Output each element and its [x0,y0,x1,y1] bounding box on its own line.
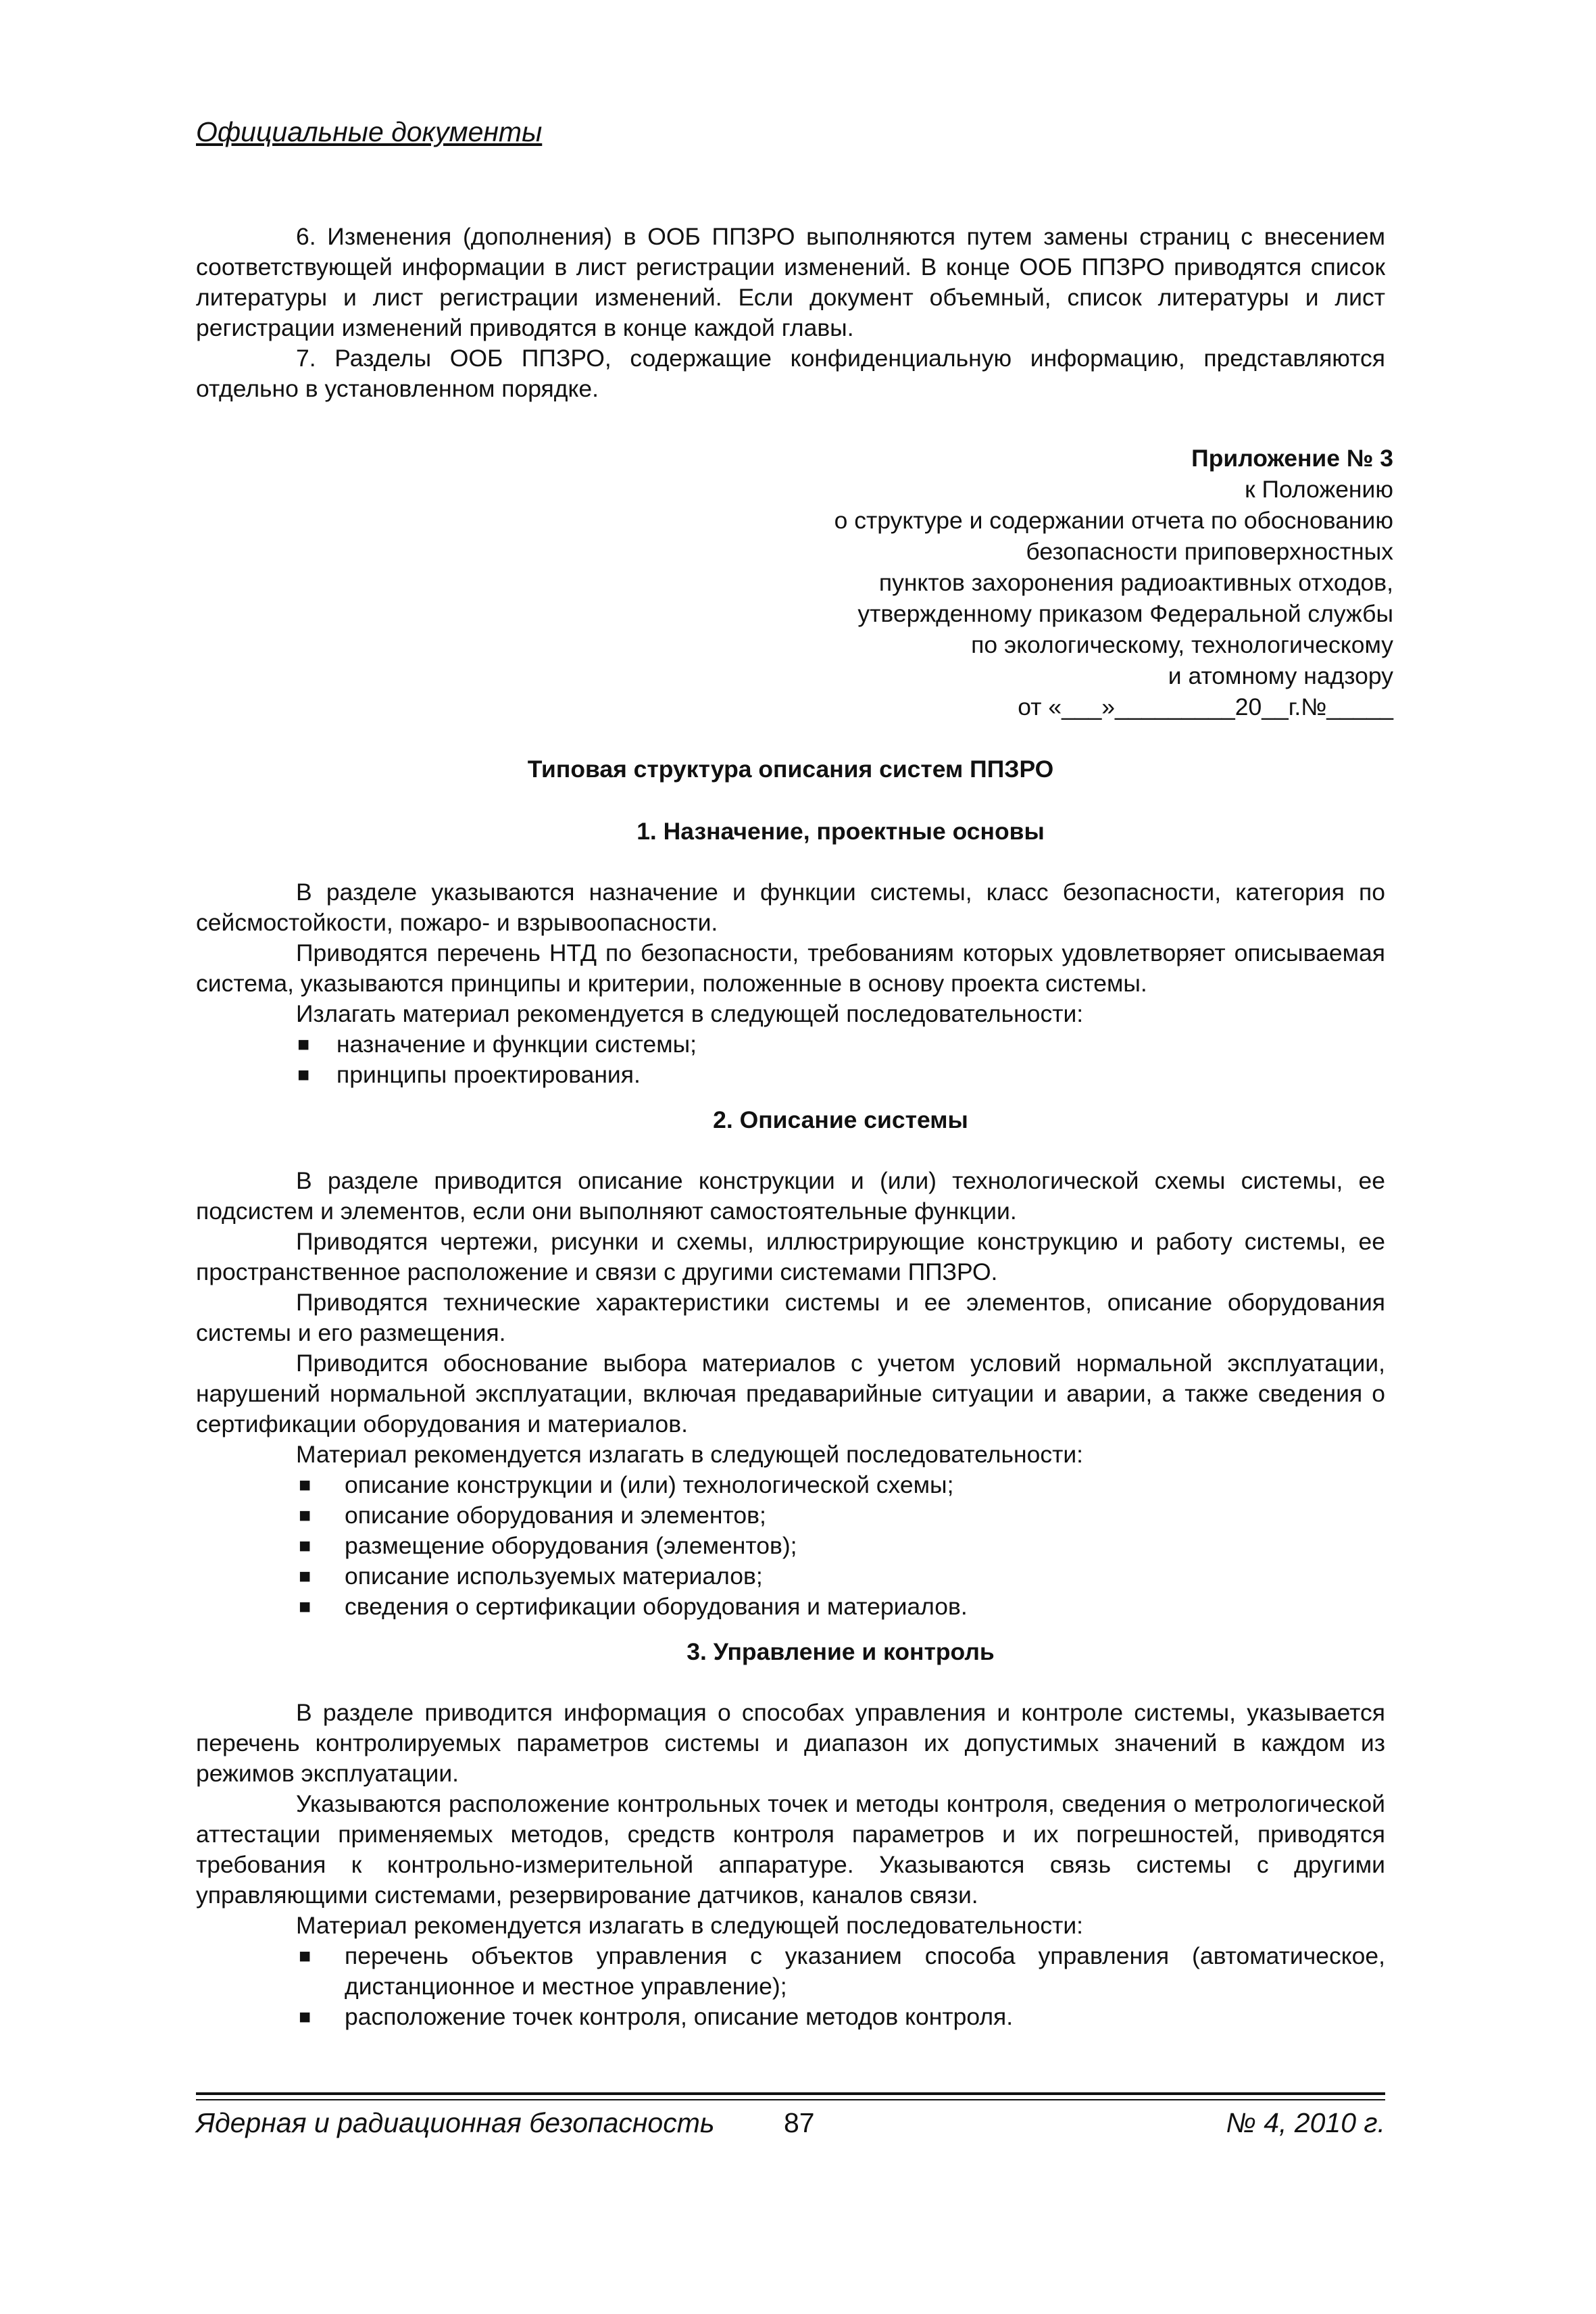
section-paragraph: В разделе указываются назначение и функции системы, класс безопасности, категория по сейсмостойкости, пожаро- и взрывоопасности. [196,879,1385,936]
journal-title: Ядерная и радиационная безопасность [196,2107,715,2138]
document-body [196,816,1385,2032]
intro-block [196,222,1385,404]
section-paragraph: Приводятся перечень НТД по безопасности, требованиям которых удовлетворяет описываемая система, указываются принципы и критерии, положенные в основу проекта системы. [196,939,1385,997]
appendix-line: и атомному надзору [1168,662,1393,689]
bullet-icon: ■ [299,1945,311,1967]
bullet-icon: ■ [299,1474,311,1496]
footer-rule [196,2099,1385,2100]
bullet-icon: ■ [299,1565,311,1587]
section-paragraph: Указываются расположение контрольных точек и методы контроля, сведения о метрологической аттестации применяемых методов, средств контроля параметров и их погрешностей, приводятся требования к контрольно-измерительной аппаратуре. Указываются связь системы с другими управляющими системами, резервирование датчиков, каналов связи. [196,1790,1385,1909]
document-title: Типовая структура описания систем ППЗРО [527,756,1054,783]
appendix-line: безопасности приповерхностных [1026,538,1393,565]
bullet-icon: ■ [297,1064,310,1086]
list-item: ■ размещение оборудования (элементов); [196,1531,1385,1561]
section-paragraph: Материал рекомендуется излагать в следующей последовательности: [296,1441,1084,1468]
appendix-line: по экологическому, технологическому [971,631,1393,658]
section-paragraph: В разделе приводится информация о способах управления и контроле системы, указывается перечень контролируемых параметров системы и диапазон их допустимых значений в каждом из режимов эксплуатации. [196,1699,1385,1787]
appendix-header [582,443,1393,722]
appendix-title: Приложение № 3 [1191,445,1393,472]
section-paragraph: Приводятся чертежи, рисунки и схемы, иллюстрирующие конструкцию и работу системы, ее пространственное расположение и связи с другими системами ППЗРО. [196,1228,1385,1285]
section-heading: 2. Описание системы [713,1106,968,1133]
section-heading: 1. Назначение, проектные основы [637,818,1045,845]
section-1 [196,816,1385,1090]
bullet-list [196,1470,1385,1622]
section-paragraph: Приводятся технические характеристики системы и ее элементов, описание оборудования системы и его размещения. [196,1289,1385,1346]
bullet-list [196,1029,1385,1090]
bullet-list [196,1941,1385,2032]
list-item: ■ принципы проектирования. [196,1060,1385,1090]
running-head: Официальные документы [196,116,543,147]
appendix-line: от «___»_________20__г.№_____ [1018,693,1393,720]
footer-rule [196,2092,1385,2095]
section-paragraph: В разделе приводится описание конструкции и (или) технологической схемы системы, ее подсистем и элементов, если они выполняют самостоятельные функции. [196,1167,1385,1225]
intro-paragraph: 7. Разделы ООБ ППЗРО, содержащие конфиденциальную информацию, представляются отдельно в установленном порядке. [196,345,1385,402]
section-paragraph: Излагать материал рекомендуется в следующей последовательности: [296,1000,1084,1027]
bullet-icon: ■ [299,2006,311,2028]
bullet-icon: ■ [299,1596,311,1618]
page-footer [196,2107,1385,2148]
list-item: ■ описание используемых материалов; [196,1561,1385,1592]
section-3 [196,1637,1385,2032]
page-number: 87 [784,2107,815,2138]
bullet-icon: ■ [299,1504,311,1527]
appendix-line: о структуре и содержании отчета по обоснованию [834,507,1393,534]
list-item: ■ расположение точек контроля, описание методов контроля. [196,2002,1385,2032]
list-item: ■ назначение и функции системы; [196,1029,1385,1060]
section-heading: 3. Управление и контроль [687,1638,995,1665]
appendix-line: утвержденному приказом Федеральной службы [857,600,1393,627]
list-item: ■ сведения о сертификации оборудования и материалов. [196,1592,1385,1622]
intro-paragraph: 6. Изменения (дополнения) в ООБ ППЗРО выполняются путем замены страниц с внесением соответствующей информации в лист регистрации изменений. В конце ООБ ППЗРО приводятся список литературы и лист регистрации изменений. Если документ объемный, список литературы и лист регистрации изменений приводятся в конце каждой главы. [196,223,1385,341]
appendix-line: к Положению [1245,476,1393,503]
list-item: ■ описание конструкции и (или) технологической схемы; [196,1470,1385,1500]
section-paragraph: Материал рекомендуется излагать в следующей последовательности: [296,1912,1084,1939]
section-2 [196,1105,1385,1622]
appendix-line: пунктов захоронения радиоактивных отходов, [878,569,1393,596]
issue-label: № 4, 2010 г. [1226,2107,1385,2138]
list-item: ■ перечень объектов управления с указанием способа управления (автоматическое, дистанционное и местное управление); [299,1942,1385,2000]
bullet-icon: ■ [297,1033,310,1056]
bullet-icon: ■ [299,1535,311,1557]
list-item: ■ описание оборудования и элементов; [196,1500,1385,1531]
section-paragraph: Приводится обоснование выбора материалов с учетом условий нормальной эксплуатации, нарушений нормальной эксплуатации, включая предаварийные ситуации и аварии, а также сведения о сертификации оборудования и материалов. [196,1350,1385,1437]
